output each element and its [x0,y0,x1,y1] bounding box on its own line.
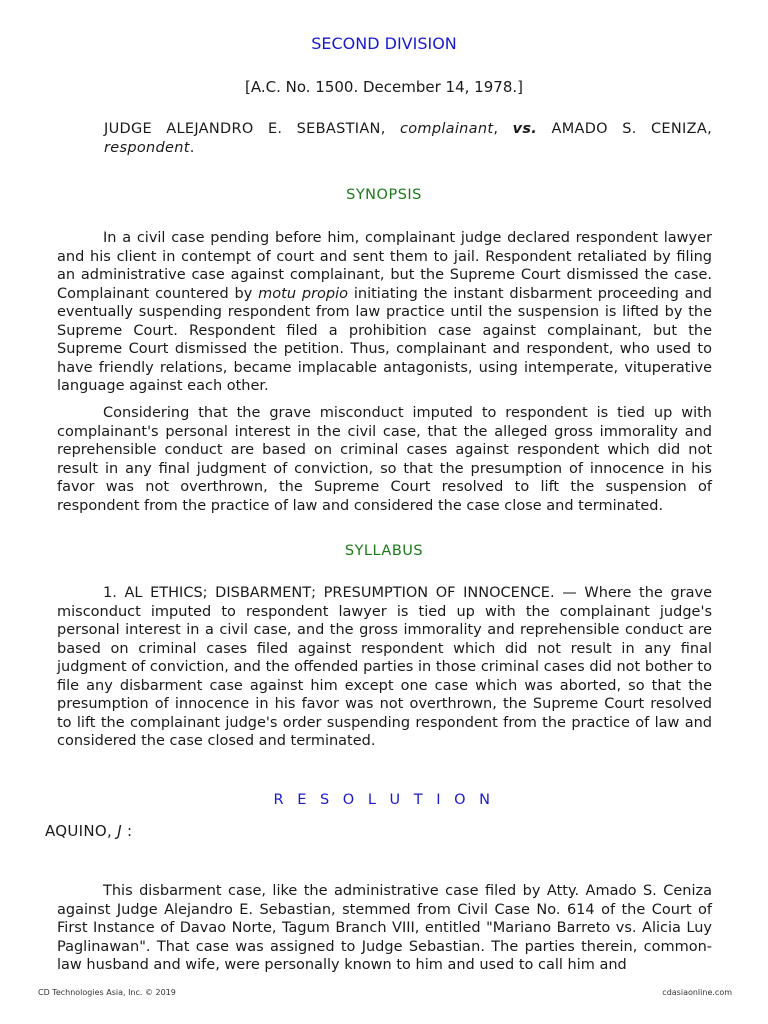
resolution-paragraph-1: This disbarment case, like the administrative case filed by Atty. Amado S. Ceniza against Judge Alejandro E. Sebastian, stemmed from Civil Case No. 614 of the Court of First Instance of Davao Norte, Tagum Branch VIII, entitled "Mariano Barreto vs. Alicia Luy Paglinawan". That case was assigned to Judge Sebastian. The parties therein, common-law husband and wife, were personally known to him and used to call him and [57,883,712,973]
respondent-name: AMADO S. CENIZA [551,121,708,137]
synopsis-p1-italic: motu propio [258,285,349,302]
footer-website: cdasiaonline.com [662,988,732,997]
complainant-name: JUDGE ALEJANDRO E. SEBASTIAN [104,121,381,137]
ponente-suffix: J [117,822,122,840]
respondent-role: respondent [104,140,190,156]
footer-copyright: CD Technologies Asia, Inc. © 2019 [38,988,176,997]
synopsis-paragraph-2: Considering that the grave misconduct imputed to respondent is tied up with complainant's personal interest in the civil case, that the alleged gross immorality and reprehensible conduct are based on criminal cases against respondent which did not result in any final judgment of conviction, so that the presumption of innocence in his favor was not overthrown, the Supreme Court resolved to lift the suspension of respondent from the practice of law and considered the case close and terminated. [57,405,712,514]
synopsis-heading: SYNOPSIS [346,187,422,203]
synopsis-p1-text-a: In a civil case pending before him, complainant judge declared respondent lawyer and his client in contempt of court and sent them to jail. Respondent retaliated by filing an administrative case against complainant, but the Supreme Court dismissed the case. Complainant countered by [57,230,712,302]
division-heading: SECOND DIVISION [311,34,457,53]
ponente-name: AQUINO, [45,822,113,840]
case-parties: JUDGE ALEJANDRO E. SEBASTIAN, complainant, vs. AMADO S. CENIZA, respondent. [104,121,712,156]
syllabus-heading: SYLLABUS [344,543,424,559]
resolution-heading: R E S O L U T I O N [273,792,495,808]
case-number: [A.C. No. 1500. December 14, 1978.] [245,78,523,96]
ponente-colon: : [127,822,133,840]
ponente-line [45,822,132,840]
syllabus-paragraph-1: 1. AL ETHICS; DISBARMENT; PRESUMPTION OF INNOCENCE. — Where the grave misconduct imputed to respondent lawyer is tied up with the complainant judge's personal interest in a civil case, and the gross immorality and reprehensible conduct are based on criminal cases filed against respondent which did not result in any final judgment of conviction, and the offended parties in those criminal cases did not bother to file any disbarment case against him except one case which was aborted, so that the presumption of innocence in his favor was not overthrown, the Supreme Court resolved to lift the complainant judge's order suspending respondent from the practice of law and considered the case closed and terminated. [57,585,712,749]
synopsis-paragraph-1 [57,229,712,396]
versus-label: vs. [512,121,538,137]
complainant-role: complainant [399,121,494,137]
synopsis-p1-text-b: initiating the instant disbarment proceeding and eventually suspending respondent from law practice until the suspension is lifted by the Supreme Court. Respondent filed a prohibition case against complainant, but the Supreme Court dismissed the petition. Thus, complainant and respondent, who used to have friendly relations, became implacable antagonists, using intemperate, vituperative language against each other. [57,285,713,394]
